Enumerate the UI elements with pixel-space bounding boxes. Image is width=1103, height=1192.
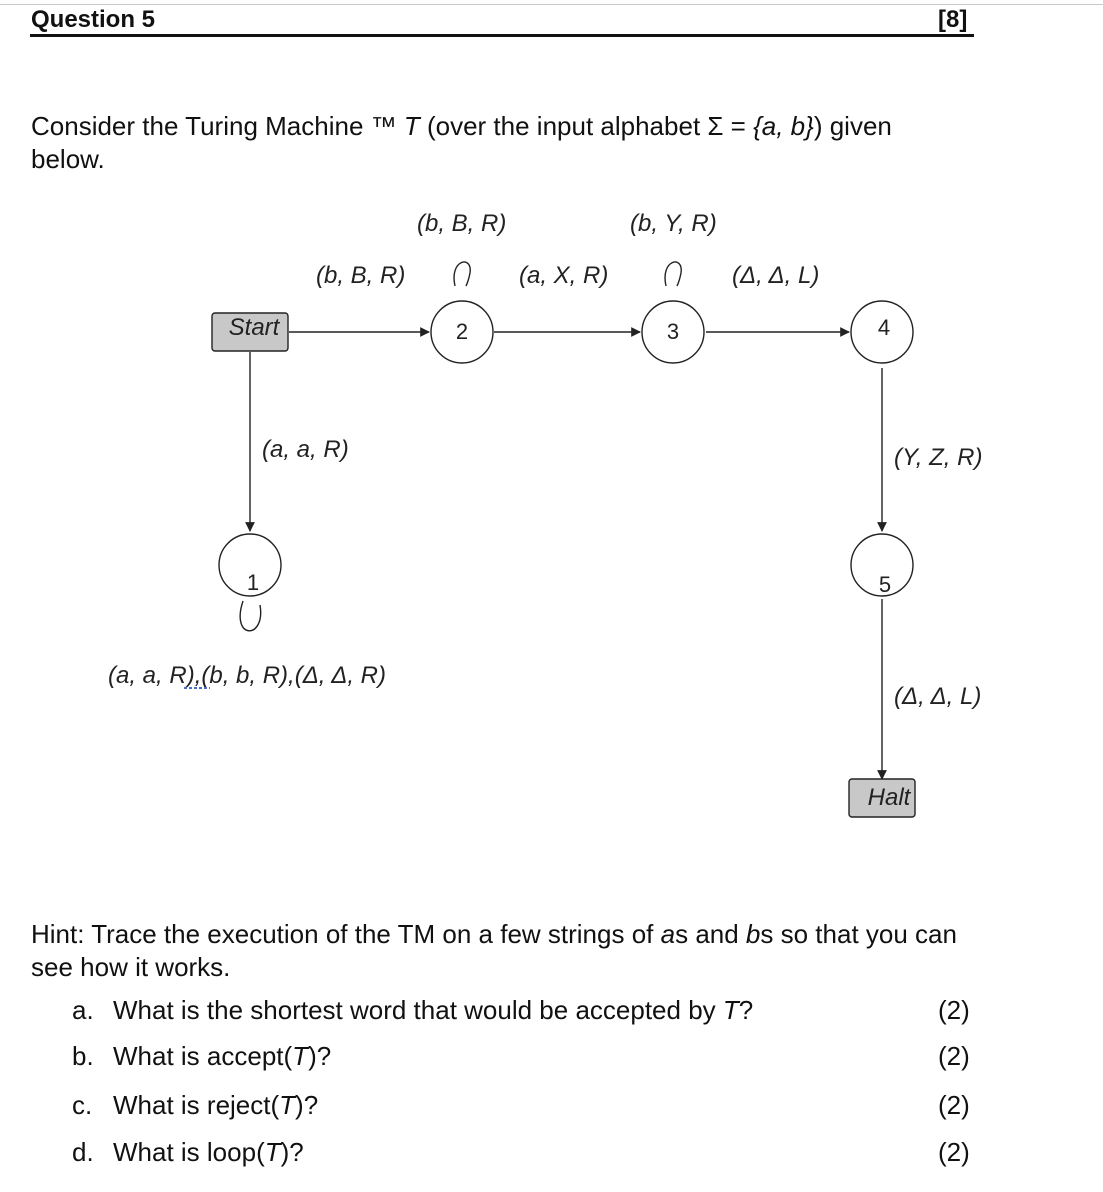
loop-state-3 <box>665 262 681 286</box>
question-letter: d. <box>72 1137 94 1167</box>
hint-line-1 <box>31 918 1091 951</box>
question-text-post: ? <box>738 995 754 1025</box>
question-title: Question 5 <box>31 6 156 33</box>
question-text-post: )? <box>295 1090 319 1120</box>
label-loop-1-b: ,(b, b, R),(Δ, Δ, R) <box>194 662 387 689</box>
intro-text-mid: (over the input alphabet Σ = <box>419 111 754 141</box>
question-letter: b. <box>72 1041 94 1071</box>
hint-a: a <box>660 919 676 949</box>
state-3-label: 3 <box>666 319 680 344</box>
state-5-label: 5 <box>878 572 892 597</box>
question-machine: T <box>264 1137 281 1167</box>
question-machine: T <box>292 1041 309 1071</box>
label-4-to-5: (Y, Z, R) <box>894 444 983 471</box>
question-text-post: )? <box>308 1041 332 1071</box>
label-loop-2: (b, B, R) <box>417 210 507 237</box>
question-text <box>113 1137 304 1168</box>
intro-machine-name: T <box>403 111 420 141</box>
loop-state-2 <box>454 262 470 286</box>
question-marks: (2) <box>938 1090 970 1120</box>
question-text-pre: What is loop( <box>113 1137 265 1167</box>
question-text <box>113 995 753 1026</box>
label-loop-3: (b, Y, R) <box>630 210 717 237</box>
label-2-to-3: (a, X, R) <box>519 262 609 289</box>
question-letter: c. <box>72 1090 93 1120</box>
hint-b: b <box>745 919 761 949</box>
label-5-to-halt: (Δ, Δ, L) <box>894 683 982 710</box>
hint-text-pre: Hint: Trace the execution of the TM on a few strings of <box>31 919 661 949</box>
question-marks: (2) <box>938 995 970 1025</box>
question-item-d <box>0 1137 1103 1171</box>
question-letter: a. <box>72 995 94 1025</box>
question-machine: T <box>279 1090 296 1120</box>
start-label: Start <box>228 314 280 341</box>
question-item-a <box>0 995 1103 1029</box>
label-start-to-2: (b, B, R) <box>316 262 406 289</box>
label-loop-1 <box>108 662 386 689</box>
state-2-label: 2 <box>455 319 469 344</box>
intro-text-pre: Consider the Turing Machine ™ <box>31 111 404 141</box>
question-text-pre: What is accept( <box>113 1041 293 1071</box>
question-text-pre: What is reject( <box>113 1090 280 1120</box>
halt-label: Halt <box>867 784 911 811</box>
label-loop-1-a: (a, a, R) <box>108 662 195 689</box>
intro-alphabet: {a, b} <box>753 111 814 141</box>
question-text-post: )? <box>280 1137 304 1167</box>
question-item-b <box>0 1041 1103 1075</box>
intro-line-2: below. <box>31 144 105 174</box>
question-marks: (2) <box>938 1041 970 1071</box>
question-text <box>113 1090 318 1121</box>
question-item-c <box>0 1090 1103 1124</box>
hint-line-2: see how it works. <box>31 952 231 982</box>
question-text <box>113 1041 331 1072</box>
hint-text-mid: s and <box>675 919 746 949</box>
state-1-label: 1 <box>246 570 260 595</box>
question-machine: T <box>722 995 739 1025</box>
hint-text-post: s so that you can <box>760 919 957 949</box>
question-marks: [8] <box>938 6 968 33</box>
label-start-to-1: (a, a, R) <box>262 436 349 463</box>
label-3-to-4: (Δ, Δ, L) <box>732 262 820 289</box>
loop-state-1 <box>240 601 261 631</box>
intro-text-post: ) given <box>813 111 892 141</box>
question-text-pre: What is the shortest word that would be accepted by <box>113 995 723 1025</box>
state-4-label: 4 <box>877 315 891 340</box>
question-marks: (2) <box>938 1137 970 1167</box>
